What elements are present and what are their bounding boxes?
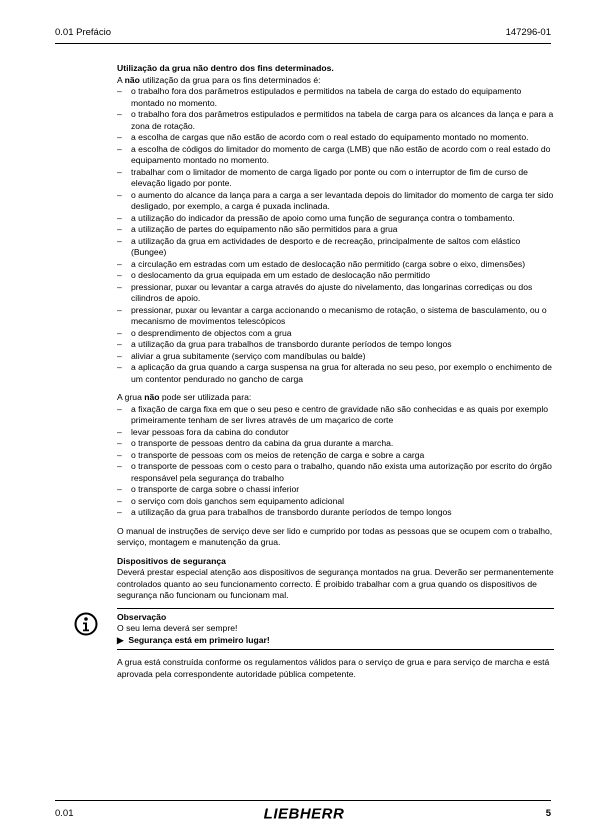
note-emphasis: ▶ Segurança está em primeiro lugar! — [117, 634, 270, 645]
page-footer — [55, 805, 551, 822]
footer-rule — [55, 800, 551, 801]
list-item: – a fixação de carga fixa em que o seu peso e centro de gravidade não são conhecidas e as quais por exemplo primeiramente tenham de ser livres através de um maçarico de corte — [117, 404, 554, 427]
list-item: – a utilização da grua para trabalhos de transbordo durante períodos de tempo longos — [117, 507, 554, 519]
note-line: O seu lema deverá ser sempre! — [117, 623, 238, 633]
list-item: – o trabalho fora dos parâmetros estipulados e permitidos na tabela de carga do estado do equipamento montado no momento. — [117, 86, 554, 109]
list-item: – pressionar, puxar ou levantar a carga através do ajuste do nivelamento, das longarinas corrediças ou dos cilindros de apoio. — [117, 282, 554, 305]
list-item: – a utilização da grua para trabalhos de transbordo durante períodos de tempo longos — [117, 339, 554, 351]
safety-paragraph: Deverá prestar especial atenção aos dispositivos de segurança montados na grua. Deverão ser permanentemente controlados quanto ao seu funcionamento correcto. É proibido trabalhar com a grua quando os dispositivos de segurança não funcionam ou funcionam mal. — [117, 567, 554, 600]
list-item: – o deslocamento da grua equipada em um estado de deslocação não permitido — [117, 270, 554, 282]
misuse-list — [117, 86, 554, 385]
list-item: – a escolha de cargas que não estão de acordo com o real estado do equipamento montado no momento. — [117, 132, 554, 144]
list-item: – a utilização do indicador da pressão de apoio como uma função de segurança contra o tombamento. — [117, 213, 554, 225]
note-title: Observação — [117, 611, 167, 622]
liebherr-logo — [257, 805, 351, 821]
list-item: – a escolha de códigos do limitador do momento de carga (LMB) que não estão de acordo com o real estado do equipamento montado no momento. — [117, 144, 554, 167]
forbidden-list — [117, 404, 554, 519]
main-content — [117, 63, 554, 680]
intro-misuse: A não utilização da grua para os fins determinados é: — [117, 74, 321, 85]
list-item: – o transporte de pessoas com o cesto para o trabalho, quando não exista uma autorização por escrito do órgão responsável pela segurança do trabalho — [117, 461, 554, 484]
header-doc-number: 147296-01 — [505, 27, 551, 38]
list-item: – a utilização da grua em actividades de desporto e de recreação, principalmente de saltos com elástico (Bungee) — [117, 236, 554, 259]
note-box — [117, 608, 554, 651]
list-item: – o transporte de carga sobre o chassi inferior — [117, 484, 554, 496]
list-item: – o serviço com dois ganchos sem equipamento adicional — [117, 496, 554, 508]
arrow-icon: ▶ — [117, 634, 124, 645]
list-item: – aliviar a grua subitamente (serviço com mandíbulas ou balde) — [117, 351, 554, 363]
svg-text:LIEBHERR: LIEBHERR — [263, 805, 345, 821]
header-rule — [55, 43, 551, 44]
section-title-safety: Dispositivos de segurança — [117, 555, 226, 566]
page-header — [55, 27, 551, 41]
header-section: 0.01 Prefácio — [55, 27, 111, 38]
info-icon — [74, 612, 98, 636]
note-bottom-rule — [117, 649, 554, 650]
list-item: – a circulação em estradas com um estado de deslocação não permitido (carga sobre o eixo, dimensões) — [117, 259, 554, 271]
list-item: – a aplicação da grua quando a carga suspensa na grua for alterada no seu peso, por exemplo o enchimento de um contentor pendurado no gancho de carga — [117, 362, 554, 385]
intro-forbidden: A grua não pode ser utilizada para: — [117, 392, 252, 402]
section-title-misuse: Utilização da grua não dentro dos fins determinados. — [117, 63, 334, 73]
final-paragraph: A grua está construída conforme os regulamentos válidos para o serviço de grua e para serviço de marcha e está aprovada pela correspondente autoridade pública competente. — [117, 657, 550, 679]
list-item: – trabalhar com o limitador de momento de carga ligado por ponte ou com o interruptor de fim de curso de elevação ligado por ponte. — [117, 167, 554, 190]
list-item: – levar pessoas fora da cabina do condutor — [117, 427, 554, 439]
manual-paragraph: O manual de instruções de serviço deve ser lido e cumprido por todas as pessoas que se ocupem com o trabalho, serviço, montagem e manutenção da grua. — [117, 525, 553, 547]
list-item: – o desprendimento de objectos com a grua — [117, 328, 554, 340]
list-item: – o trabalho fora dos parâmetros estipulados e permitidos na tabela de carga para os alcances da lança e para a zona de rotação. — [117, 109, 554, 132]
list-item: – o transporte de pessoas dentro da cabina da grua durante a marcha. — [117, 438, 554, 450]
list-item: – pressionar, puxar ou levantar a carga accionando o mecanismo de rotação, o sistema de basculamento, ou o mecanismo de movimentos telescópicos — [117, 305, 554, 328]
list-item: – a utilização de partes do equipamento não são permitidos para a grua — [117, 224, 554, 236]
list-item: – o transporte de pessoas com os meios de retenção de carga e sobre a carga — [117, 450, 554, 462]
footer-version: 0.01 — [55, 808, 74, 819]
list-item: – o aumento do alcance da lança para a carga a ser levantada depois do limitador do momento de carga ter sido desligado, por exemplo, a carga é puxada inclinada. — [117, 190, 554, 213]
page-number: 5 — [545, 808, 551, 819]
